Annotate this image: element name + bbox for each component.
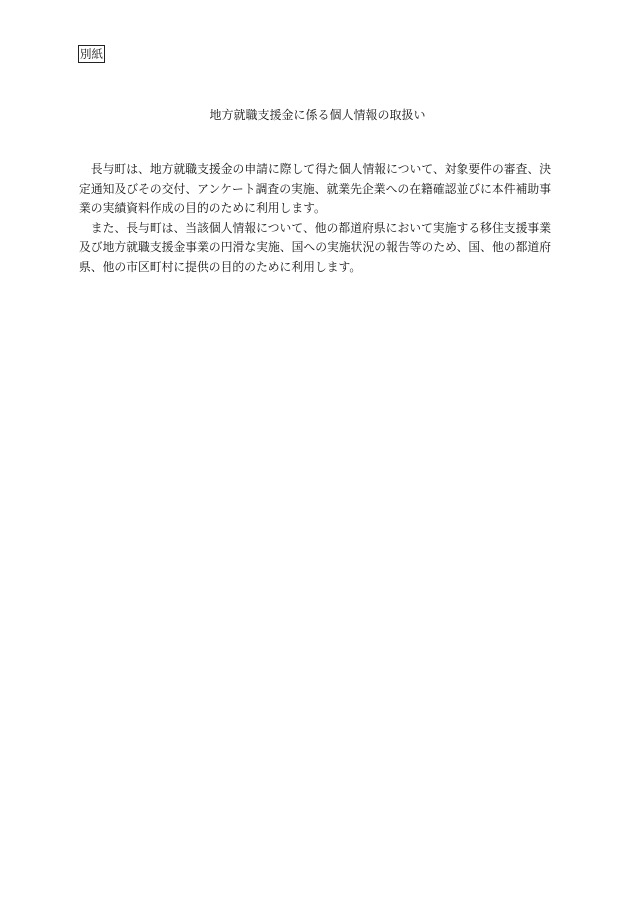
document-title: 地方就職支援金に係る個人情報の取扱い <box>209 108 426 122</box>
paragraph-usage-purpose: 長与町は、地方就職支援金の申請に際して得た個人情報について、対象要件の審査、決定通知及びその交付、アンケート調査の実施、就業先企業への在籍確認並びに本件補助事業の実績資料作成の目的のために利用します。 <box>79 162 551 216</box>
document-body <box>79 160 551 278</box>
attachment-label: 別紙 <box>80 47 103 61</box>
paragraph-third-party-provision: また、長与町は、当該個人情報について、他の都道府県において実施する移住支援事業及び地方就職支援金事業の円滑な実施、国への実施状況の報告等のため、国、他の都道府県、他の市区町村に提供の目的のために利用します。 <box>79 220 551 274</box>
